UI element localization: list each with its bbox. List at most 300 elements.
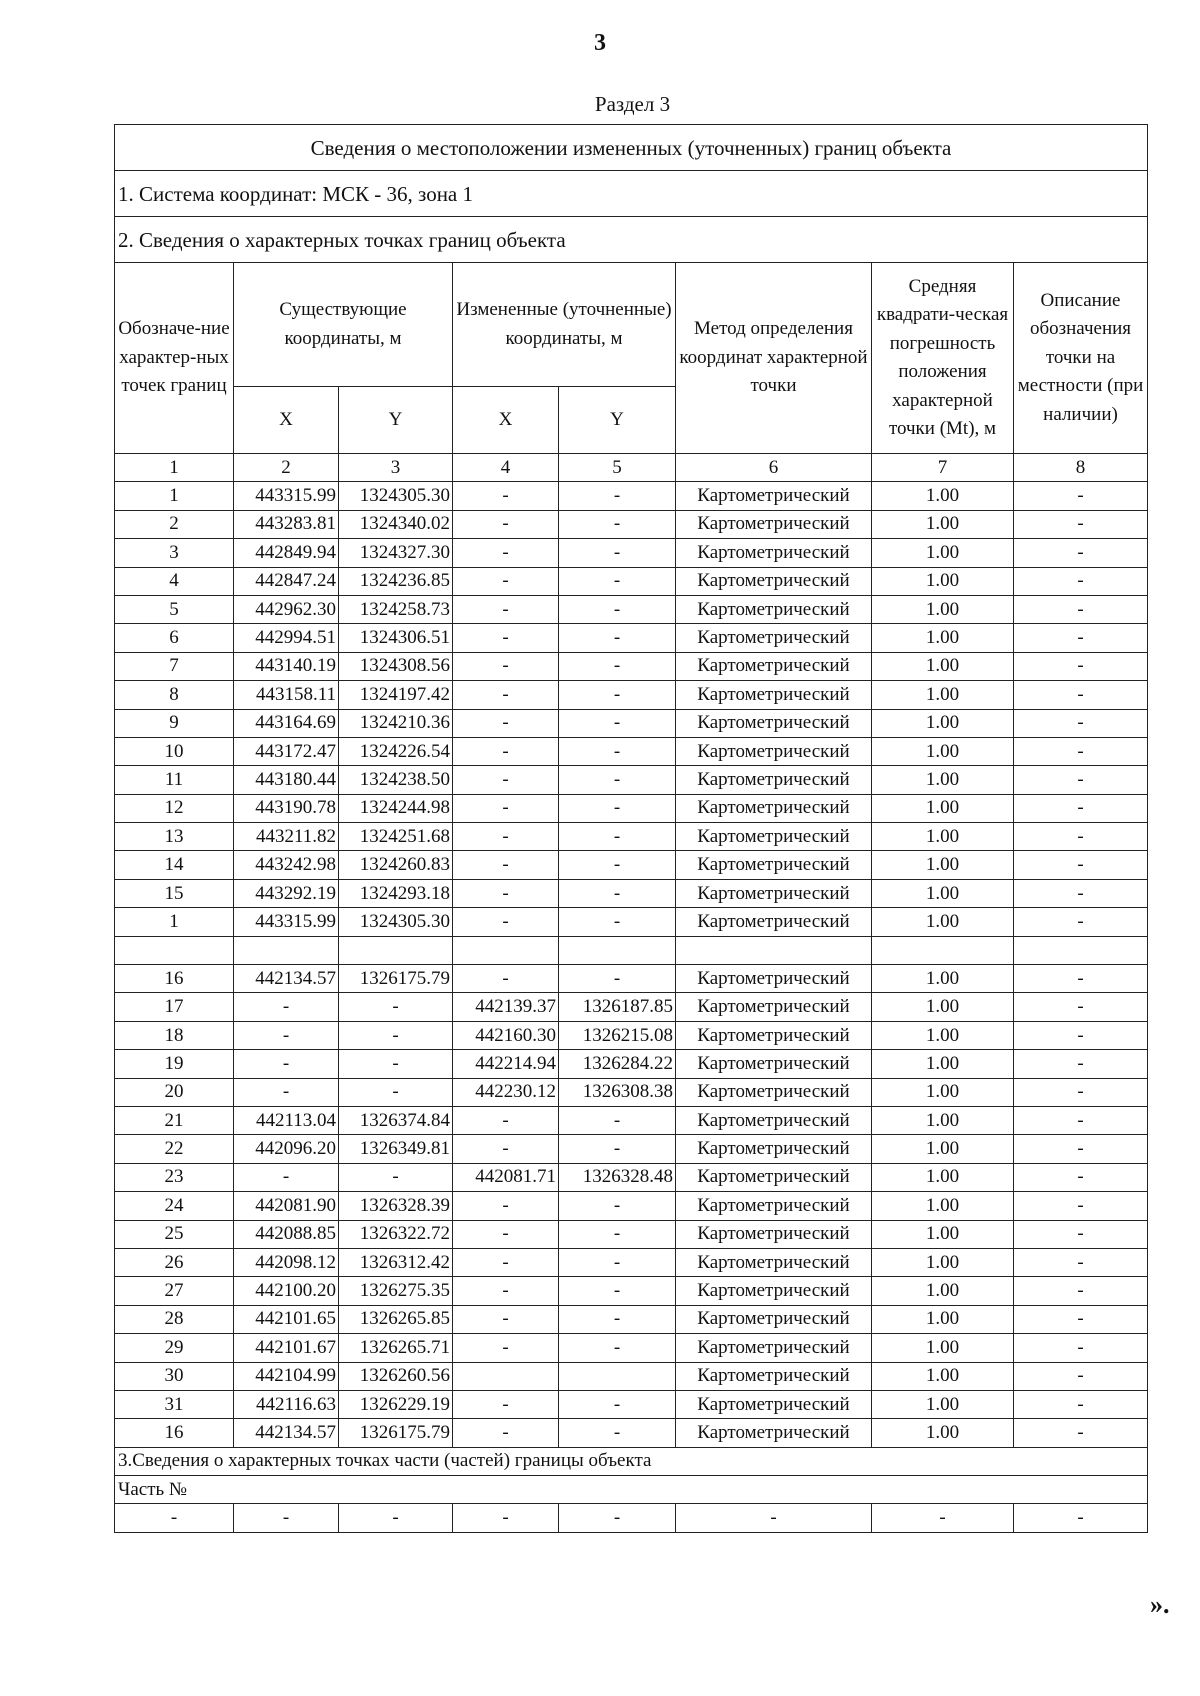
- header-existing-coords: Существующие координаты, м: [234, 263, 453, 387]
- cell-mean-error: 1.00: [872, 595, 1014, 623]
- cell-existing-y: 1324260.83: [339, 851, 453, 879]
- cell-mean-error: 1.00: [872, 1135, 1014, 1163]
- cell-method: Картометрический: [676, 737, 872, 765]
- cell-existing-y: 1324305.30: [339, 482, 453, 510]
- cell-existing-y: 1324197.42: [339, 681, 453, 709]
- cell-changed-y: -: [559, 737, 676, 765]
- table-row: [115, 482, 1148, 510]
- header-error: Средняя квадрати-ческая погрешность положения характерной точки (Mt), м: [872, 263, 1014, 454]
- cell-existing-y: -: [339, 1021, 453, 1049]
- table-row: [115, 737, 1148, 765]
- cell-mean-error: 1.00: [872, 1277, 1014, 1305]
- cell-changed-x: -: [453, 908, 559, 936]
- cell-point-id: 20: [115, 1078, 234, 1106]
- cell-method: Картометрический: [676, 823, 872, 851]
- cell-existing-x: 442994.51: [234, 624, 339, 652]
- cell-method: Картометрический: [676, 1106, 872, 1134]
- cell-description: -: [1014, 1419, 1148, 1447]
- cell-existing-x: 442134.57: [234, 965, 339, 993]
- cell-description: -: [1014, 681, 1148, 709]
- cell-method: Картометрический: [676, 539, 872, 567]
- cell-changed-x: -: [453, 1277, 559, 1305]
- header-y-changed: Y: [559, 387, 676, 454]
- cell-point-id: 26: [115, 1248, 234, 1276]
- spacer-row: [115, 936, 1148, 964]
- cell-existing-y: 1324226.54: [339, 737, 453, 765]
- cell-method: Картометрический: [676, 510, 872, 538]
- cell-point-id: 29: [115, 1334, 234, 1362]
- cell-existing-x: 443211.82: [234, 823, 339, 851]
- cell-description: -: [1014, 794, 1148, 822]
- header-description: Описание обозначения точки на местности (при наличии): [1014, 263, 1148, 454]
- cell-mean-error: 1.00: [872, 794, 1014, 822]
- cell-changed-x: -: [453, 624, 559, 652]
- cell-changed-y: -: [559, 1192, 676, 1220]
- cell-changed-x: -: [453, 737, 559, 765]
- cell-changed-x: -: [453, 567, 559, 595]
- cell-point-id: 14: [115, 851, 234, 879]
- cell-changed-x: -: [453, 709, 559, 737]
- cell-description: -: [1014, 567, 1148, 595]
- cell-changed-y: 1326328.48: [559, 1163, 676, 1191]
- coord-system: 1. Система координат: МСК - 36, зона 1: [115, 171, 1148, 217]
- cell-method: Картометрический: [676, 624, 872, 652]
- cell-point-id: 9: [115, 709, 234, 737]
- cell-mean-error: 1.00: [872, 879, 1014, 907]
- cell-description: -: [1014, 1163, 1148, 1191]
- cell-existing-y: 1326349.81: [339, 1135, 453, 1163]
- cell-method: Картометрический: [676, 1163, 872, 1191]
- parts-cell: -: [339, 1504, 453, 1532]
- cell-existing-x: 442113.04: [234, 1106, 339, 1134]
- cell-changed-y: -: [559, 1419, 676, 1447]
- cell-existing-y: -: [339, 993, 453, 1021]
- cell-changed-y: -: [559, 510, 676, 538]
- cell-method: Картометрический: [676, 567, 872, 595]
- cell-changed-y: -: [559, 1277, 676, 1305]
- cell-method: Картометрический: [676, 908, 872, 936]
- table-row: [115, 794, 1148, 822]
- cell-changed-y: -: [559, 766, 676, 794]
- cell-existing-y: 1324238.50: [339, 766, 453, 794]
- cell-existing-y: 1326175.79: [339, 1419, 453, 1447]
- cell-mean-error: 1.00: [872, 908, 1014, 936]
- page-number: 3: [594, 30, 606, 56]
- cell-changed-x: -: [453, 510, 559, 538]
- cell-method: Картометрический: [676, 1135, 872, 1163]
- cell-existing-y: -: [339, 1078, 453, 1106]
- header-x-changed: X: [453, 387, 559, 454]
- table-row: [115, 965, 1148, 993]
- cell-changed-x: -: [453, 851, 559, 879]
- parts-row: [115, 1504, 1148, 1532]
- cell-point-id: 3: [115, 539, 234, 567]
- cell-mean-error: 1.00: [872, 1021, 1014, 1049]
- cell-changed-y: -: [559, 624, 676, 652]
- cell-changed-x: 442214.94: [453, 1050, 559, 1078]
- cell-mean-error: 1.00: [872, 1163, 1014, 1191]
- cell-method: Картометрический: [676, 993, 872, 1021]
- column-number: 6: [676, 454, 872, 482]
- cell-changed-x: 442139.37: [453, 993, 559, 1021]
- table-row: [115, 851, 1148, 879]
- cell-mean-error: 1.00: [872, 539, 1014, 567]
- cell-existing-x: 443315.99: [234, 482, 339, 510]
- cell-mean-error: 1.00: [872, 993, 1014, 1021]
- cell-mean-error: 1.00: [872, 851, 1014, 879]
- cell-existing-y: 1326265.71: [339, 1334, 453, 1362]
- cell-point-id: 19: [115, 1050, 234, 1078]
- cell-existing-x: 443315.99: [234, 908, 339, 936]
- cell-existing-x: 443172.47: [234, 737, 339, 765]
- part-number-label: Часть №: [115, 1476, 1148, 1504]
- table-row: [115, 1192, 1148, 1220]
- table-row: [115, 1305, 1148, 1333]
- cell-existing-y: -: [339, 1050, 453, 1078]
- cell-description: -: [1014, 1106, 1148, 1134]
- cell-method: Картометрический: [676, 1390, 872, 1418]
- cell-changed-x: 442230.12: [453, 1078, 559, 1106]
- cell-changed-x: -: [453, 879, 559, 907]
- table-row: [115, 510, 1148, 538]
- cell-changed-x: -: [453, 1305, 559, 1333]
- cell-changed-x: -: [453, 1192, 559, 1220]
- table-row: [115, 681, 1148, 709]
- table-row: [115, 879, 1148, 907]
- cell-changed-x: -: [453, 1248, 559, 1276]
- cell-mean-error: 1.00: [872, 1305, 1014, 1333]
- cell-changed-y: -: [559, 1390, 676, 1418]
- table-row: [115, 1248, 1148, 1276]
- cell-changed-x: -: [453, 1106, 559, 1134]
- cell-description: -: [1014, 1248, 1148, 1276]
- cell-changed-x: -: [453, 1334, 559, 1362]
- cell-mean-error: 1.00: [872, 1050, 1014, 1078]
- cell-point-id: 1: [115, 908, 234, 936]
- cell-point-id: 7: [115, 652, 234, 680]
- cell-existing-x: 443292.19: [234, 879, 339, 907]
- header-method: Метод определения координат характерной точки: [676, 263, 872, 454]
- cell-changed-y: 1326187.85: [559, 993, 676, 1021]
- cell-existing-x: 442116.63: [234, 1390, 339, 1418]
- cell-existing-x: 442134.57: [234, 1419, 339, 1447]
- cell-existing-x: 442847.24: [234, 567, 339, 595]
- cell-existing-y: 1324244.98: [339, 794, 453, 822]
- cell-existing-x: -: [234, 993, 339, 1021]
- cell-existing-x: 442962.30: [234, 595, 339, 623]
- cell-changed-y: 1326308.38: [559, 1078, 676, 1106]
- cell-changed-y: -: [559, 1106, 676, 1134]
- table-row: [115, 993, 1148, 1021]
- parts-cell: -: [1014, 1504, 1148, 1532]
- cell-description: -: [1014, 1078, 1148, 1106]
- cell-changed-y: -: [559, 652, 676, 680]
- cell-existing-x: 443140.19: [234, 652, 339, 680]
- cell-method: Картометрический: [676, 482, 872, 510]
- cell-point-id: 5: [115, 595, 234, 623]
- cell-point-id: 11: [115, 766, 234, 794]
- cell-mean-error: 1.00: [872, 1106, 1014, 1134]
- cell-existing-y: 1326312.42: [339, 1248, 453, 1276]
- cell-changed-y: -: [559, 794, 676, 822]
- cell-changed-x: -: [453, 766, 559, 794]
- cell-mean-error: 1.00: [872, 823, 1014, 851]
- cell-point-id: 23: [115, 1163, 234, 1191]
- cell-changed-y: -: [559, 1305, 676, 1333]
- cell-changed-x: -: [453, 1135, 559, 1163]
- cell-existing-x: 443283.81: [234, 510, 339, 538]
- cell-changed-y: 1326284.22: [559, 1050, 676, 1078]
- cell-method: Картометрический: [676, 595, 872, 623]
- cell-description: -: [1014, 595, 1148, 623]
- table-row: [115, 1362, 1148, 1390]
- cell-changed-y: -: [559, 965, 676, 993]
- cell-existing-x: 442088.85: [234, 1220, 339, 1248]
- cell-mean-error: 1.00: [872, 567, 1014, 595]
- cell-changed-x: [453, 1362, 559, 1390]
- cell-changed-x: -: [453, 539, 559, 567]
- header-x-existing: X: [234, 387, 339, 454]
- cell-method: Картометрический: [676, 965, 872, 993]
- cell-method: Картометрический: [676, 1220, 872, 1248]
- cell-point-id: 17: [115, 993, 234, 1021]
- cell-existing-x: 442081.90: [234, 1192, 339, 1220]
- parts-cell: -: [676, 1504, 872, 1532]
- cell-existing-x: 443158.11: [234, 681, 339, 709]
- cell-point-id: 6: [115, 624, 234, 652]
- cell-existing-y: 1324327.30: [339, 539, 453, 567]
- cell-description: -: [1014, 879, 1148, 907]
- cell-existing-x: 442096.20: [234, 1135, 339, 1163]
- cell-point-id: 28: [115, 1305, 234, 1333]
- cell-description: -: [1014, 1334, 1148, 1362]
- cell-existing-y: 1324258.73: [339, 595, 453, 623]
- cell-mean-error: 1.00: [872, 1220, 1014, 1248]
- cell-mean-error: 1.00: [872, 1192, 1014, 1220]
- cell-mean-error: 1.00: [872, 1362, 1014, 1390]
- cell-mean-error: 1.00: [872, 709, 1014, 737]
- cell-changed-y: -: [559, 1248, 676, 1276]
- cell-mean-error: 1.00: [872, 482, 1014, 510]
- cell-mean-error: 1.00: [872, 1248, 1014, 1276]
- column-number: 7: [872, 454, 1014, 482]
- cell-existing-y: 1326260.56: [339, 1362, 453, 1390]
- column-number: 8: [1014, 454, 1148, 482]
- table-row: [115, 1078, 1148, 1106]
- cell-point-id: 31: [115, 1390, 234, 1418]
- column-numbers-row: [115, 454, 1148, 482]
- cell-mean-error: 1.00: [872, 1078, 1014, 1106]
- section-label: Раздел 3: [594, 92, 671, 116]
- cell-description: -: [1014, 737, 1148, 765]
- cell-existing-y: 1324308.56: [339, 652, 453, 680]
- cell-point-id: 16: [115, 1419, 234, 1447]
- cell-changed-x: -: [453, 1220, 559, 1248]
- cell-method: Картометрический: [676, 1362, 872, 1390]
- cell-existing-y: 1324340.02: [339, 510, 453, 538]
- cell-mean-error: 1.00: [872, 737, 1014, 765]
- cell-description: -: [1014, 1135, 1148, 1163]
- cell-changed-y: [559, 1362, 676, 1390]
- cell-changed-x: -: [453, 1390, 559, 1418]
- cell-changed-y: -: [559, 709, 676, 737]
- cell-changed-x: 442081.71: [453, 1163, 559, 1191]
- table-row: [115, 624, 1148, 652]
- parts-cell: -: [234, 1504, 339, 1532]
- table-row: [115, 709, 1148, 737]
- cell-description: -: [1014, 1390, 1148, 1418]
- cell-existing-y: 1324293.18: [339, 879, 453, 907]
- cell-changed-x: -: [453, 1419, 559, 1447]
- table-row: [115, 1390, 1148, 1418]
- cell-description: -: [1014, 1220, 1148, 1248]
- cell-point-id: 13: [115, 823, 234, 851]
- cell-mean-error: 1.00: [872, 1390, 1014, 1418]
- cell-changed-y: -: [559, 1220, 676, 1248]
- cell-description: -: [1014, 1305, 1148, 1333]
- table-row: [115, 595, 1148, 623]
- cell-mean-error: 1.00: [872, 766, 1014, 794]
- cell-existing-x: 443180.44: [234, 766, 339, 794]
- cell-existing-y: 1326374.84: [339, 1106, 453, 1134]
- table-title: Сведения о местоположении измененных (уточненных) границ объекта: [115, 125, 1148, 171]
- cell-existing-y: 1324306.51: [339, 624, 453, 652]
- cell-existing-y: 1324251.68: [339, 823, 453, 851]
- cell-description: -: [1014, 766, 1148, 794]
- cell-method: Картометрический: [676, 1305, 872, 1333]
- cell-existing-y: 1326229.19: [339, 1390, 453, 1418]
- cell-description: -: [1014, 1050, 1148, 1078]
- column-number: 4: [453, 454, 559, 482]
- cell-changed-y: -: [559, 823, 676, 851]
- cell-method: Картометрический: [676, 794, 872, 822]
- cell-changed-y: -: [559, 539, 676, 567]
- cell-method: Картометрический: [676, 1050, 872, 1078]
- table-row: [115, 1220, 1148, 1248]
- cell-method: Картометрический: [676, 652, 872, 680]
- cell-existing-x: 443242.98: [234, 851, 339, 879]
- cell-point-id: 15: [115, 879, 234, 907]
- cell-description: -: [1014, 652, 1148, 680]
- cell-description: -: [1014, 1277, 1148, 1305]
- cell-description: -: [1014, 510, 1148, 538]
- cell-description: -: [1014, 1021, 1148, 1049]
- cell-point-id: 22: [115, 1135, 234, 1163]
- cell-changed-x: 442160.30: [453, 1021, 559, 1049]
- cell-point-id: 30: [115, 1362, 234, 1390]
- cell-point-id: 8: [115, 681, 234, 709]
- cell-description: -: [1014, 993, 1148, 1021]
- table-row: [115, 823, 1148, 851]
- cell-existing-y: 1324305.30: [339, 908, 453, 936]
- cell-method: Картометрический: [676, 1277, 872, 1305]
- cell-existing-x: 442849.94: [234, 539, 339, 567]
- cell-changed-x: -: [453, 823, 559, 851]
- cell-point-id: 21: [115, 1106, 234, 1134]
- cell-method: Картометрический: [676, 1334, 872, 1362]
- parts-cell: -: [115, 1504, 234, 1532]
- table-row: [115, 1106, 1148, 1134]
- cell-mean-error: 1.00: [872, 510, 1014, 538]
- table-row: [115, 567, 1148, 595]
- cell-changed-y: -: [559, 595, 676, 623]
- cell-existing-y: 1326328.39: [339, 1192, 453, 1220]
- cell-description: -: [1014, 709, 1148, 737]
- parts-cell: -: [872, 1504, 1014, 1532]
- cell-point-id: 1: [115, 482, 234, 510]
- cell-method: Картометрический: [676, 681, 872, 709]
- cell-point-id: 25: [115, 1220, 234, 1248]
- table-row: [115, 766, 1148, 794]
- table-row: [115, 908, 1148, 936]
- cell-description: -: [1014, 965, 1148, 993]
- cell-changed-x: -: [453, 652, 559, 680]
- table-row: [115, 1334, 1148, 1362]
- cell-mean-error: 1.00: [872, 624, 1014, 652]
- parts-cell: -: [559, 1504, 676, 1532]
- cell-existing-x: -: [234, 1021, 339, 1049]
- cell-point-id: 4: [115, 567, 234, 595]
- cell-existing-x: 443190.78: [234, 794, 339, 822]
- cell-changed-y: -: [559, 908, 676, 936]
- cell-method: Картометрический: [676, 1248, 872, 1276]
- cell-existing-x: 443164.69: [234, 709, 339, 737]
- parts-heading: 3.Сведения о характерных точках части (частей) границы объекта: [115, 1447, 1148, 1475]
- cell-point-id: 16: [115, 965, 234, 993]
- cell-existing-x: 442104.99: [234, 1362, 339, 1390]
- cell-existing-y: 1326265.85: [339, 1305, 453, 1333]
- cell-existing-x: -: [234, 1078, 339, 1106]
- header-changed-coords: Измененные (уточненные) координаты, м: [453, 263, 676, 387]
- cell-existing-y: 1324236.85: [339, 567, 453, 595]
- cell-changed-x: -: [453, 965, 559, 993]
- table-row: [115, 1163, 1148, 1191]
- cell-existing-y: -: [339, 1163, 453, 1191]
- cell-changed-x: -: [453, 482, 559, 510]
- column-number: 3: [339, 454, 453, 482]
- boundary-points-table: [114, 124, 1148, 1533]
- cell-mean-error: 1.00: [872, 1419, 1014, 1447]
- cell-description: -: [1014, 851, 1148, 879]
- header-y-existing: Y: [339, 387, 453, 454]
- cell-existing-x: -: [234, 1163, 339, 1191]
- cell-mean-error: 1.00: [872, 652, 1014, 680]
- cell-changed-y: -: [559, 851, 676, 879]
- header-point-designation: Обозначе-ние характер-ных точек границ: [115, 263, 234, 454]
- table-row: [115, 1050, 1148, 1078]
- cell-existing-x: 442101.65: [234, 1305, 339, 1333]
- cell-method: Картометрический: [676, 1419, 872, 1447]
- cell-changed-y: -: [559, 1135, 676, 1163]
- cell-point-id: 27: [115, 1277, 234, 1305]
- cell-point-id: 24: [115, 1192, 234, 1220]
- cell-existing-x: 442101.67: [234, 1334, 339, 1362]
- cell-changed-x: -: [453, 595, 559, 623]
- parts-cell: -: [453, 1504, 559, 1532]
- cell-mean-error: 1.00: [872, 1334, 1014, 1362]
- cell-method: Картометрический: [676, 709, 872, 737]
- cell-existing-y: 1326275.35: [339, 1277, 453, 1305]
- cell-method: Картометрический: [676, 851, 872, 879]
- cell-description: -: [1014, 624, 1148, 652]
- cell-existing-x: 442098.12: [234, 1248, 339, 1276]
- cell-changed-y: -: [559, 681, 676, 709]
- table-row: [115, 1021, 1148, 1049]
- cell-method: Картометрический: [676, 1021, 872, 1049]
- table-row: [115, 1419, 1148, 1447]
- table-row: [115, 1277, 1148, 1305]
- cell-changed-y: -: [559, 1334, 676, 1362]
